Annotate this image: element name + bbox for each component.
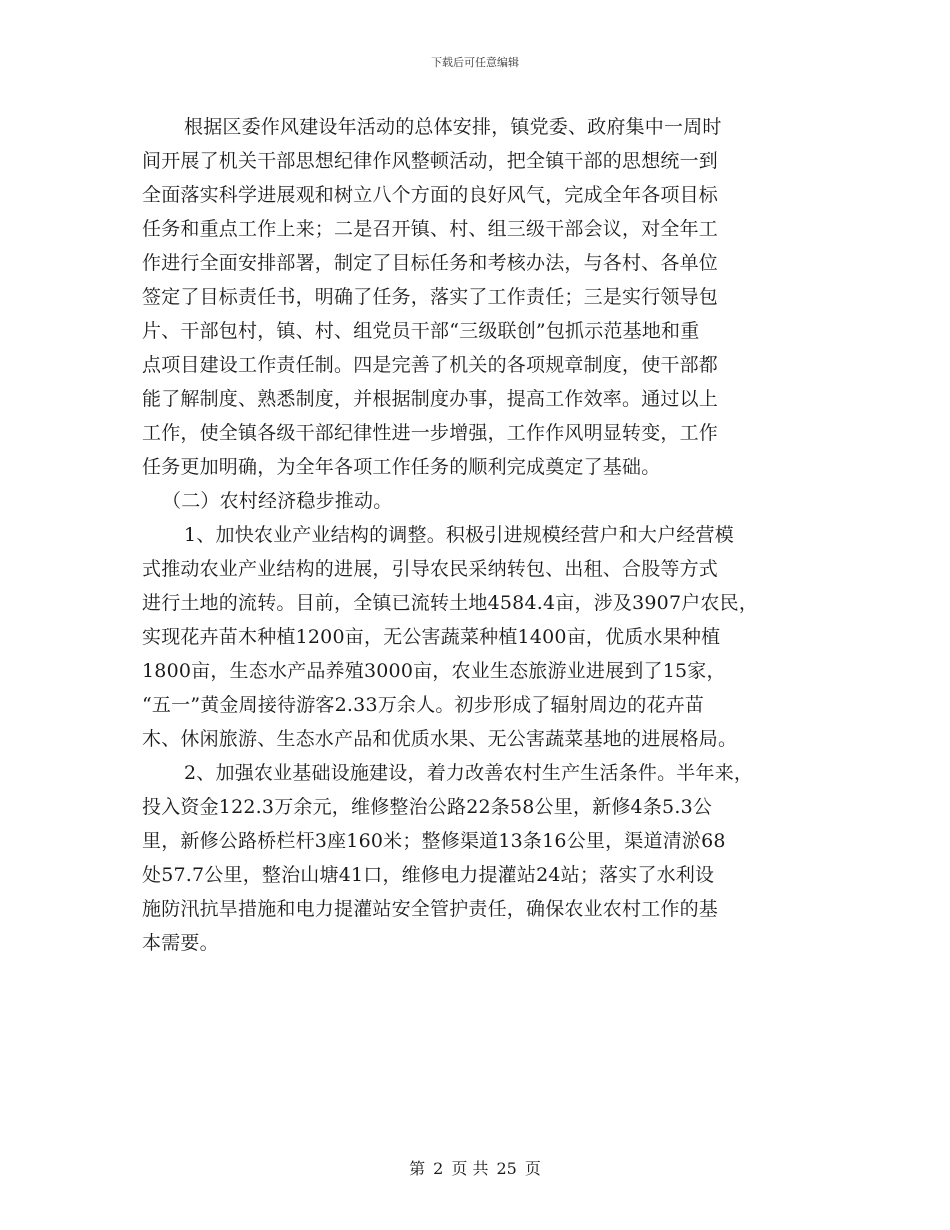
text-line: 任务更加明确，为全年各项工作任务的顺利完成奠定了基础。 [142,456,661,478]
document-body [142,110,832,960]
footer-page-number: 2 [433,1159,444,1178]
page-footer [0,1156,950,1179]
text-line: 本需要。 [142,932,219,954]
text-line: 木、休闲旅游、生态水产品和优质水果、无公害蔬菜基地的进展格局。 [142,728,738,750]
text-line: 2、加强农业基础设施建设，着力改善农村生产生活条件。半年来， [184,762,754,784]
text-line: 工作，使全镇各级干部纪律性进一步增强，工作作风明显转变，工作 [142,422,719,444]
text-line: 1800亩，生态水产品养殖3000亩，农业生态旅游业进展到了15家， [142,660,726,682]
text-line: 进行土地的流转。目前，全镇已流转土地4584.4亩，涉及3907户农民， [142,592,759,614]
text-line: 作进行全面安排部署，制定了目标任务和考核办法，与各村、各单位 [142,252,719,274]
text-line: 间开展了机关干部思想纪律作风整顿活动，把全镇干部的思想统一到 [142,150,719,172]
text-line: “五一”黄金周接待游客2.33万余人。初步形成了辐射周边的花卉苗 [142,694,705,716]
footer-total-pages: 25 [496,1159,517,1178]
text-line: 片、干部包村，镇、村、组党员干部“三级联创”包抓示范基地和重 [142,320,700,342]
text-line: 1、加快农业产业结构的调整。积极引进规模经营户和大户经营模 [184,524,734,546]
text-line: 式推动农业产业结构的进展，引导农民采纳转包、出租、合股等方式 [142,558,719,580]
footer-middle: 页 共 [451,1159,489,1178]
text-line: 点项目建设工作责任制。四是完善了机关的各项规章制度，使干部都 [142,354,719,376]
text-line: 实现花卉苗木种植1200亩，无公害蔬菜种植1400亩，优质水果种植 [142,626,721,648]
text-line: （二）农村经济稳步推动。 [162,490,393,512]
page-header: 下载后可任意编辑 [431,56,519,69]
text-line: 里，新修公路桥栏杆3座160米；整修渠道13条16公里，渠道清淤68 [142,830,726,852]
footer-prefix: 第 [409,1159,426,1178]
footer-suffix: 页 [524,1159,541,1178]
text-line: 施防汛抗旱措施和电力提灌站安全管护责任，确保农业农村工作的基 [142,898,719,920]
text-line: 投入资金122.3万余元，维修整治公路22条58公里，新修4条5.3公 [142,796,713,818]
text-line: 全面落实科学进展观和树立八个方面的良好风气，完成全年各项目标 [142,184,719,206]
text-line: 处57.7公里，整治山塘41口，维修电力提灌站24站；落实了水利设 [142,864,715,886]
text-line: 能了解制度、熟悉制度，并根据制度办事，提高工作效率。通过以上 [142,388,719,410]
text-line: 任务和重点工作上来；二是召开镇、村、组三级干部会议，对全年工 [142,218,719,240]
text-line: 根据区委作风建设年活动的总体安排，镇党委、政府集中一周时 [184,116,722,138]
text-line: 签定了目标责任书，明确了任务，落实了工作责任；三是实行领导包 [142,286,719,308]
